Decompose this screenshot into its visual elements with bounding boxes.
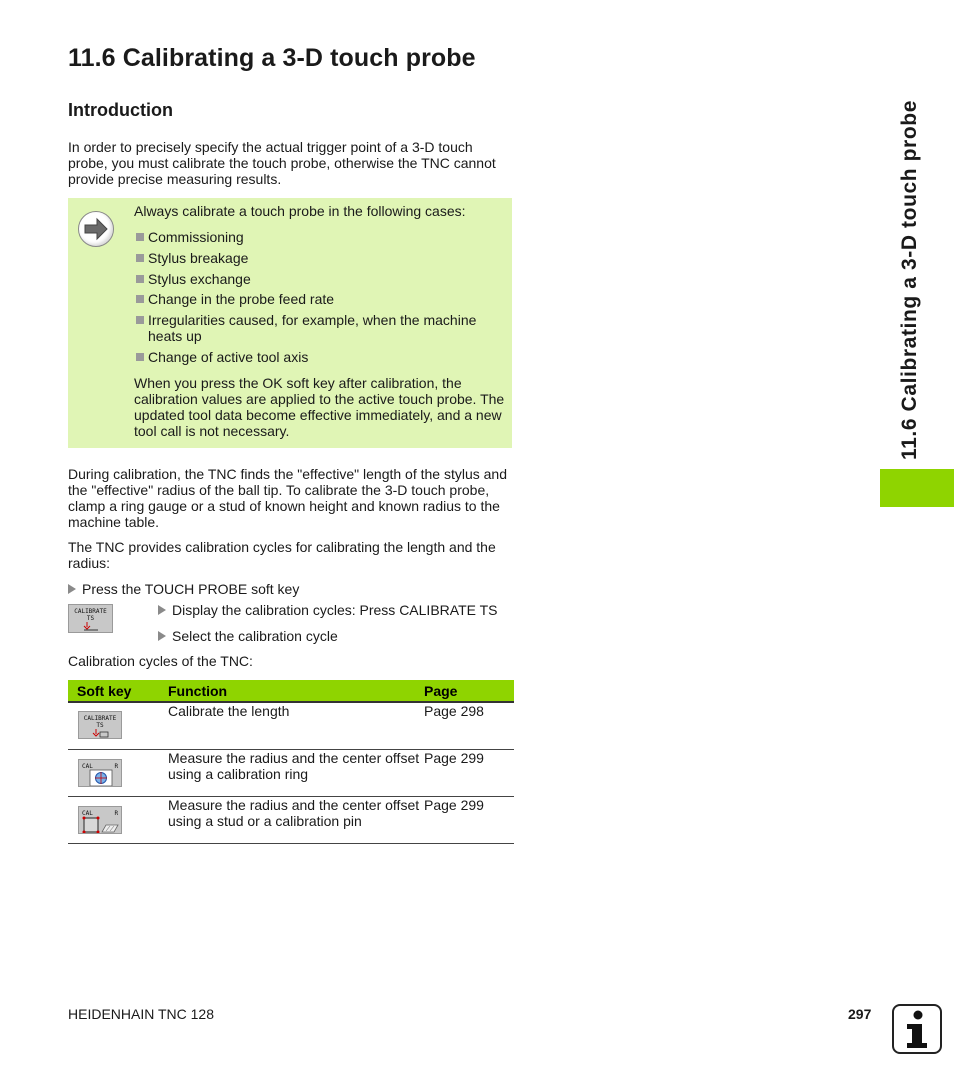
step-display-cycles: Display the calibration cycles: Press CALIBRATE TS xyxy=(158,602,498,618)
calibrate-ts-softkey: CALIBRATE TS xyxy=(68,604,113,633)
column-header-softkey: Soft key xyxy=(68,680,168,702)
cycles-label: Calibration cycles of the TNC: xyxy=(68,653,253,669)
intro-paragraph: In order to precisely specify the actual trigger point of a 3-D touch probe, you must calibrate the touch probe, otherwise the TNC cannot provide precise measuring results. xyxy=(68,139,496,187)
list-item: Change of active tool axis xyxy=(134,349,504,365)
arrow-right-icon xyxy=(78,211,114,247)
table-row xyxy=(68,750,514,797)
column-header-page: Page xyxy=(424,680,514,702)
column-header-function: Function xyxy=(168,680,424,702)
list-item: Change in the probe feed rate xyxy=(134,291,504,307)
list-item: Irregularities caused, for example, when the machine heats up xyxy=(134,312,506,344)
step-select-cycle: Select the calibration cycle xyxy=(158,628,338,644)
table-row xyxy=(68,702,514,750)
table-row xyxy=(68,797,514,844)
cycles-intro-paragraph: The TNC provides calibration cycles for calibrating the length and the radius: xyxy=(68,539,496,571)
page-cell: Page 299 xyxy=(424,797,514,844)
section-heading: Introduction xyxy=(68,100,173,120)
function-cell: Measure the radius and the center offset using a stud or a calibration pin xyxy=(168,797,424,844)
footer-product: HEIDENHAIN TNC 128 xyxy=(68,1006,215,1022)
note-closing: When you press the OK soft key after calibration, the calibration values are applied to the active touch probe. The updated tool data become effective immediately, and a new tool call is not necessary. xyxy=(134,375,505,439)
cal-ring-softkey: CAL R xyxy=(78,759,122,787)
step-touch-probe: Press the TOUCH PROBE soft key xyxy=(68,581,299,597)
info-icon xyxy=(892,1004,942,1054)
note-lead: Always calibrate a touch probe in the following cases: xyxy=(134,203,466,219)
page-cell: Page 298 xyxy=(424,702,514,750)
function-cell: Calibrate the length xyxy=(168,702,424,750)
page-number: 297 xyxy=(848,1006,872,1022)
cal-stud-softkey: CAL R xyxy=(78,806,122,834)
calibration-cycles-table xyxy=(68,680,514,844)
list-item: Stylus breakage xyxy=(134,250,504,266)
list-item: Commissioning xyxy=(134,229,504,245)
note-box xyxy=(68,198,512,448)
side-chapter-title: 11.6 Calibrating a 3-D touch probe xyxy=(898,100,921,460)
calibrate-length-softkey: CALIBRATE TS xyxy=(78,711,122,739)
chapter-tab xyxy=(880,469,954,507)
calibration-paragraph: During calibration, the TNC finds the "effective" length of the stylus and the "effective" radius of the ball tip. To calibrate the 3-D touch probe, clamp a ring gauge or a stud of known height and known radius to the machine table. xyxy=(68,466,507,530)
function-cell: Measure the radius and the center offset using a calibration ring xyxy=(168,750,424,797)
page-title: 11.6 Calibrating a 3-D touch probe xyxy=(68,44,476,72)
list-item: Stylus exchange xyxy=(134,271,504,287)
page-cell: Page 299 xyxy=(424,750,514,797)
